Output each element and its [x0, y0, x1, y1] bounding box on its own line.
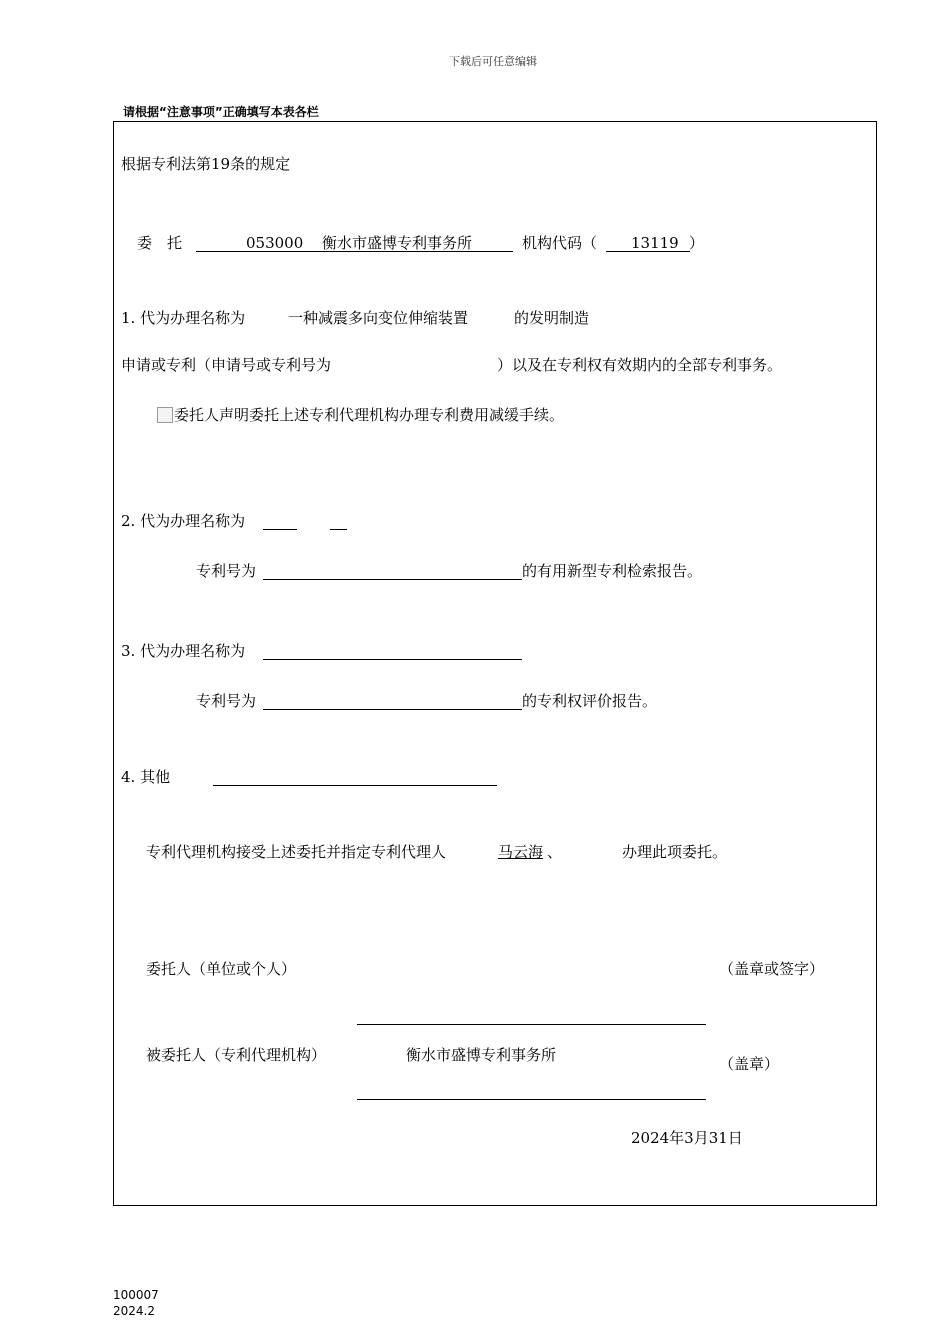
principal-label: 委托人（单位或个人）: [146, 960, 297, 978]
item2-patent-no-field[interactable]: [263, 579, 522, 580]
org-code-close: ）: [689, 234, 705, 252]
acceptance-suffix: 办理此项委托。: [622, 843, 728, 861]
item1-title: 一种减震多向变位伸缩装置: [288, 309, 469, 327]
item3-suffix: 的专利权评价报告。: [522, 692, 658, 710]
principal-signature-line[interactable]: [357, 1024, 706, 1025]
item2-name-blank-b[interactable]: [330, 529, 347, 530]
item1-prefix: 1. 代为办理名称为: [121, 309, 246, 327]
item3-name-field[interactable]: [263, 659, 522, 660]
form-frame: [113, 121, 877, 1206]
item4-prefix: 4. 其他: [121, 768, 171, 786]
item3-patent-no-field[interactable]: [263, 709, 522, 710]
item2-prefix: 2. 代为办理名称为: [121, 512, 246, 530]
org-code-value: 13119: [631, 234, 679, 252]
item1-line2-end: ）以及在专利权有效期内的全部专利事务。: [497, 356, 783, 374]
principal-seal: （盖章或签字）: [719, 960, 825, 978]
item2-suffix: 的有用新型专利检索报告。: [522, 562, 703, 580]
fee-reduction-text: 委托人声明委托上述专利代理机构办理专利费用减缓手续。: [174, 406, 565, 424]
header-note: 下载后可任意编辑: [449, 55, 537, 68]
fee-reduction-checkbox[interactable]: [157, 407, 173, 423]
item1-line2-start: 申请或专利（申请号或专利号为: [121, 356, 332, 374]
agent-org-value: 衡水市盛博专利事务所: [406, 1046, 557, 1064]
legal-basis: 根据专利法第19条的规定: [121, 155, 291, 173]
entrust-label: 委 托: [137, 234, 183, 252]
item2-patent-no-label: 专利号为: [196, 562, 257, 580]
agency-name: 衡水市盛博专利事务所: [322, 234, 473, 252]
item2-name-blank-a[interactable]: [263, 529, 297, 530]
form-instruction: 请根据“注意事项”正确填写本表各栏: [123, 105, 319, 119]
agency-code-prefix: 053000: [246, 234, 304, 252]
footer-code: 100007: [113, 1288, 159, 1302]
agent-separator: 、: [547, 843, 563, 861]
item3-prefix: 3. 代为办理名称为: [121, 642, 246, 660]
agent-signature-line[interactable]: [357, 1099, 706, 1100]
footer-version: 2024.2: [113, 1304, 155, 1318]
form-date: 2024年3月31日: [631, 1129, 743, 1147]
org-code-label: 机构代码（: [522, 234, 598, 252]
acceptance-text: 专利代理机构接受上述委托并指定专利代理人: [146, 843, 447, 861]
agent-name: 马云海: [498, 843, 544, 861]
agent-org-label: 被委托人（专利代理机构）: [146, 1046, 327, 1064]
item3-patent-no-label: 专利号为: [196, 692, 257, 710]
item4-other-field[interactable]: [213, 785, 497, 786]
item1-suffix: 的发明制造: [514, 309, 590, 327]
agent-seal: （盖章）: [719, 1055, 780, 1073]
